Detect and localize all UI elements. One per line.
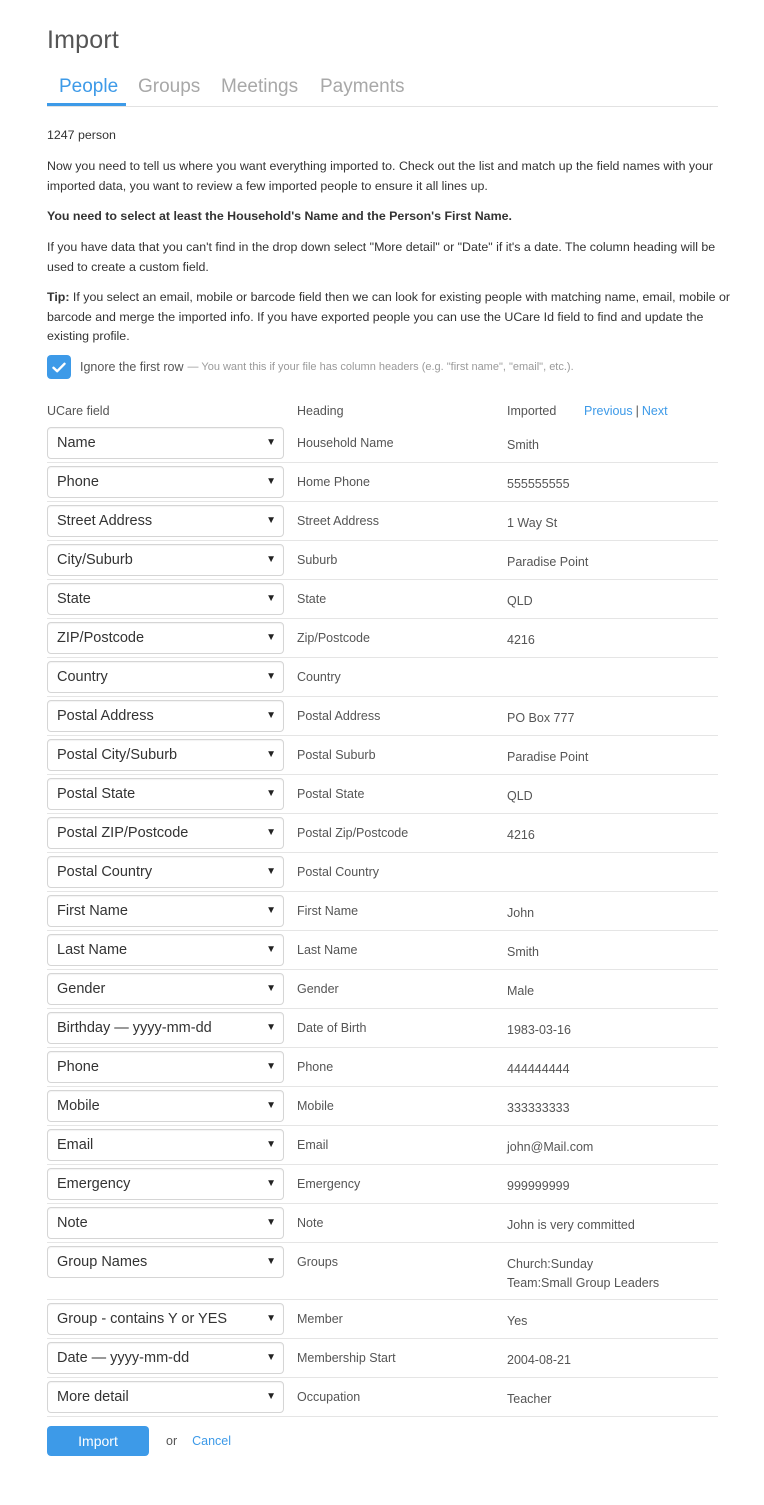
column-heading: Postal Address <box>297 709 381 723</box>
ucare-field-value: Postal City/Suburb <box>57 747 178 763</box>
imported-value-line: Male <box>507 984 535 998</box>
table-row <box>47 814 718 853</box>
column-heading: Postal Suburb <box>297 748 376 762</box>
ucare-field-value: Email <box>57 1137 94 1153</box>
column-heading: Date of Birth <box>297 1021 367 1035</box>
ucare-field-value: ZIP/Postcode <box>57 630 145 646</box>
form-actions <box>47 1426 231 1456</box>
imported-value <box>507 748 588 767</box>
ignore-first-row-checkbox[interactable] <box>47 355 71 379</box>
tip-text <box>47 288 737 347</box>
ucare-field-value: Gender <box>57 981 106 997</box>
table-row <box>47 853 718 892</box>
ucare-field-select[interactable] <box>47 1381 284 1413</box>
ucare-field-value: Note <box>57 1215 88 1231</box>
custom-field-note: If you have data that you can't find in the drop down select "More detail" or "Date" if it's a date. The column heading will be used to create a custom field. <box>47 240 716 274</box>
ucare-field-value: More detail <box>57 1389 129 1405</box>
tip-body: If you select an email, mobile or barcode field then we can look for existing people with matching name, email, mobile or barcode and merge the imported info. If you have exported people you can use the UCare Id field to find and update the existing profile. <box>47 290 730 343</box>
dropdown-arrow-icon: ▼ <box>266 788 276 799</box>
table-row <box>47 1009 718 1048</box>
ucare-field-select[interactable] <box>47 1168 284 1200</box>
dropdown-arrow-icon: ▼ <box>266 1061 276 1072</box>
table-row <box>47 502 718 541</box>
ucare-field-select[interactable] <box>47 1246 284 1278</box>
ignore-first-row-label: Ignore the first row <box>80 360 184 374</box>
ucare-field-select[interactable] <box>47 1129 284 1161</box>
dropdown-arrow-icon: ▼ <box>266 983 276 994</box>
dropdown-arrow-icon: ▼ <box>266 476 276 487</box>
table-row <box>47 424 718 463</box>
ucare-field-select[interactable] <box>47 934 284 966</box>
imported-value <box>507 592 533 611</box>
dropdown-arrow-icon: ▼ <box>266 1178 276 1189</box>
ucare-field-select[interactable] <box>47 1207 284 1239</box>
column-heading: Household Name <box>297 436 394 450</box>
dropdown-arrow-icon: ▼ <box>266 1100 276 1111</box>
ucare-field-value: Group - contains Y or YES <box>57 1311 228 1327</box>
column-heading: Email <box>297 1138 329 1152</box>
column-heading: Postal State <box>297 787 365 801</box>
imported-value <box>507 1138 593 1157</box>
next-link[interactable]: Next <box>641 404 668 418</box>
ucare-field-select[interactable] <box>47 1342 284 1374</box>
imported-value <box>507 436 539 455</box>
previous-link[interactable]: Previous <box>584 404 633 418</box>
dropdown-arrow-icon: ▼ <box>266 749 276 760</box>
dropdown-arrow-icon: ▼ <box>266 515 276 526</box>
ucare-field-value: Postal Address <box>57 708 154 724</box>
or-text: or <box>166 1434 178 1448</box>
imported-value-line: Yes <box>507 1314 528 1328</box>
ucare-field-value: Postal State <box>57 786 136 802</box>
imported-value-line: 444444444 <box>507 1062 570 1076</box>
column-heading: First Name <box>297 904 359 918</box>
ucare-field-value: Name <box>57 435 96 451</box>
table-row <box>47 619 718 658</box>
record-navigation <box>584 404 668 418</box>
imported-value <box>507 475 570 494</box>
dropdown-arrow-icon: ▼ <box>266 1217 276 1228</box>
ucare-field-select[interactable] <box>47 973 284 1005</box>
table-row <box>47 736 718 775</box>
imported-value-line: john@Mail.com <box>507 1140 594 1154</box>
nav-separator: | <box>635 404 639 418</box>
ucare-field-value: Birthday — yyyy-mm-dd <box>57 1020 212 1036</box>
dropdown-arrow-icon: ▼ <box>266 1022 276 1033</box>
ucare-field-value: Date — yyyy-mm-dd <box>57 1350 190 1366</box>
ucare-field-select[interactable] <box>47 1012 284 1044</box>
column-heading: Membership Start <box>297 1351 396 1365</box>
imported-value-line: QLD <box>507 594 533 608</box>
ucare-field-value: Phone <box>57 474 99 490</box>
column-header-ucare-field: UCare field <box>47 404 110 418</box>
dropdown-arrow-icon: ▼ <box>266 1352 276 1363</box>
ignore-first-row-hint: — You want this if your file has column headers (e.g. "first name", "email", etc.). <box>187 361 574 373</box>
column-heading: Phone <box>297 1060 334 1074</box>
imported-value <box>507 1390 551 1409</box>
imported-value <box>507 1060 570 1079</box>
imported-value-line: John <box>507 906 535 920</box>
ucare-field-value: Street Address <box>57 513 153 529</box>
column-heading: Mobile <box>297 1099 334 1113</box>
imported-value <box>507 1255 659 1293</box>
column-heading: State <box>297 592 327 606</box>
ucare-field-select[interactable] <box>47 1303 284 1335</box>
dropdown-arrow-icon: ▼ <box>266 437 276 448</box>
ucare-field-value: Postal Country <box>57 864 153 880</box>
dropdown-arrow-icon: ▼ <box>266 905 276 916</box>
ucare-field-value: Country <box>57 669 108 685</box>
imported-value <box>507 826 535 845</box>
imported-value <box>507 943 539 962</box>
imported-value <box>507 1216 635 1235</box>
column-heading: Postal Country <box>297 865 379 879</box>
ucare-field-select[interactable] <box>47 622 284 654</box>
table-row <box>47 970 718 1009</box>
column-heading: Occupation <box>297 1390 361 1404</box>
dropdown-arrow-icon: ▼ <box>266 632 276 643</box>
dropdown-arrow-icon: ▼ <box>266 866 276 877</box>
column-heading: Suburb <box>297 553 338 567</box>
table-row <box>47 931 718 970</box>
ucare-field-select[interactable] <box>47 505 284 537</box>
tab-bar <box>47 72 718 107</box>
column-heading: Note <box>297 1216 324 1230</box>
table-row <box>47 1378 718 1417</box>
cancel-link[interactable]: Cancel <box>192 1434 232 1448</box>
imported-value-line: 1983-03-16 <box>507 1023 571 1037</box>
dropdown-arrow-icon: ▼ <box>266 1256 276 1267</box>
imported-value <box>507 1099 570 1118</box>
ucare-field-value: Group Names <box>57 1254 148 1270</box>
ucare-field-select[interactable] <box>47 856 284 888</box>
table-row <box>47 463 718 502</box>
table-row <box>47 775 718 814</box>
table-row <box>47 1339 718 1378</box>
person-count: 1247 person <box>47 128 116 142</box>
table-row <box>47 541 718 580</box>
import-button[interactable]: Import <box>47 1426 149 1456</box>
ucare-field-select[interactable] <box>47 1090 284 1122</box>
imported-value <box>507 514 557 533</box>
table-row <box>47 1300 718 1339</box>
imported-value-line: Smith <box>507 438 539 452</box>
ucare-field-select[interactable] <box>47 466 284 498</box>
imported-value-line: 555555555 <box>507 477 570 491</box>
page-title: Import <box>47 26 120 54</box>
table-row <box>47 1126 718 1165</box>
imported-value-line: Paradise Point <box>507 750 589 764</box>
imported-value-line: Paradise Point <box>507 555 589 569</box>
dropdown-arrow-icon: ▼ <box>266 554 276 565</box>
ucare-field-select[interactable] <box>47 544 284 576</box>
tip-label: Tip: <box>47 290 70 304</box>
column-header-heading: Heading <box>297 404 344 418</box>
dropdown-arrow-icon: ▼ <box>266 1313 276 1324</box>
column-header-imported: Imported <box>507 404 557 418</box>
ucare-field-select[interactable] <box>47 427 284 459</box>
table-row <box>47 1048 718 1087</box>
dropdown-arrow-icon: ▼ <box>266 827 276 838</box>
imported-value-line: 4216 <box>507 633 535 647</box>
imported-value-line: QLD <box>507 789 533 803</box>
column-heading: Last Name <box>297 943 358 957</box>
dropdown-arrow-icon: ▼ <box>266 1391 276 1402</box>
table-row <box>47 697 718 736</box>
table-row <box>47 1204 718 1243</box>
imported-value-line: Church:Sunday <box>507 1257 594 1271</box>
ucare-field-value: City/Suburb <box>57 552 133 568</box>
ucare-field-select[interactable] <box>47 583 284 615</box>
ucare-field-value: Postal ZIP/Postcode <box>57 825 189 841</box>
ignore-first-row-option <box>47 355 574 379</box>
column-heading: Gender <box>297 982 339 996</box>
table-row <box>47 1087 718 1126</box>
imported-value <box>507 904 534 923</box>
ucare-field-select[interactable] <box>47 1051 284 1083</box>
ucare-field-value: Last Name <box>57 942 128 958</box>
imported-value-line: 4216 <box>507 828 535 842</box>
column-heading: Street Address <box>297 514 379 528</box>
active-tab-indicator <box>47 103 126 106</box>
column-heading: Zip/Postcode <box>297 631 370 645</box>
requirement-text: You need to select at least the Household's Name and the Person's First Name. <box>47 209 512 223</box>
tab-groups[interactable]: Groups <box>138 76 201 97</box>
ucare-field-value: Phone <box>57 1059 99 1075</box>
imported-value <box>507 982 534 1001</box>
imported-value-line: Smith <box>507 945 539 959</box>
imported-value-line: 333333333 <box>507 1101 570 1115</box>
column-heading: Groups <box>297 1255 338 1269</box>
tab-people[interactable]: People <box>59 76 119 97</box>
tab-meetings[interactable]: Meetings <box>221 76 299 97</box>
ucare-field-value: Emergency <box>57 1176 131 1192</box>
imported-value-line: Team:Small Group Leaders <box>507 1276 660 1290</box>
imported-value <box>507 1177 570 1196</box>
imported-value-line: PO Box 777 <box>507 711 575 725</box>
intro-text: Now you need to tell us where you want everything imported to. Check out the list and match up the field names with your imported data, you want to review a few imported people to ensure it all lines up. <box>47 159 714 193</box>
field-mapping-table <box>47 424 718 1417</box>
dropdown-arrow-icon: ▼ <box>266 1139 276 1150</box>
dropdown-arrow-icon: ▼ <box>266 710 276 721</box>
column-heading: Postal Zip/Postcode <box>297 826 409 840</box>
imported-value <box>507 1021 571 1040</box>
imported-value <box>507 1312 527 1331</box>
ucare-field-select[interactable] <box>47 661 284 693</box>
ucare-field-value: State <box>57 591 91 607</box>
dropdown-arrow-icon: ▼ <box>266 944 276 955</box>
imported-value <box>507 553 588 572</box>
checkmark-icon <box>52 362 66 373</box>
column-heading: Country <box>297 670 341 684</box>
ucare-field-select[interactable] <box>47 739 284 771</box>
imported-value-line: Teacher <box>507 1392 552 1406</box>
table-row <box>47 1243 718 1300</box>
imported-value-line: John is very committed <box>507 1218 635 1232</box>
imported-value-line: 2004-08-21 <box>507 1353 571 1367</box>
dropdown-arrow-icon: ▼ <box>266 593 276 604</box>
dropdown-arrow-icon: ▼ <box>266 671 276 682</box>
table-row <box>47 580 718 619</box>
column-heading: Member <box>297 1312 343 1326</box>
table-row <box>47 892 718 931</box>
tab-payments[interactable]: Payments <box>320 76 405 97</box>
table-row <box>47 658 718 697</box>
ucare-field-select[interactable] <box>47 700 284 732</box>
imported-value <box>507 631 535 650</box>
column-heading: Emergency <box>297 1177 361 1191</box>
imported-value <box>507 709 574 728</box>
imported-value <box>507 1351 571 1370</box>
table-row <box>47 1165 718 1204</box>
column-heading: Home Phone <box>297 475 370 489</box>
ucare-field-select[interactable] <box>47 778 284 810</box>
ucare-field-value: First Name <box>57 903 128 919</box>
imported-value-line: 1 Way St <box>507 516 558 530</box>
imported-value <box>507 787 533 806</box>
imported-value-line: 999999999 <box>507 1179 570 1193</box>
ucare-field-value: Mobile <box>57 1098 100 1114</box>
ucare-field-select[interactable] <box>47 817 284 849</box>
ucare-field-select[interactable] <box>47 895 284 927</box>
